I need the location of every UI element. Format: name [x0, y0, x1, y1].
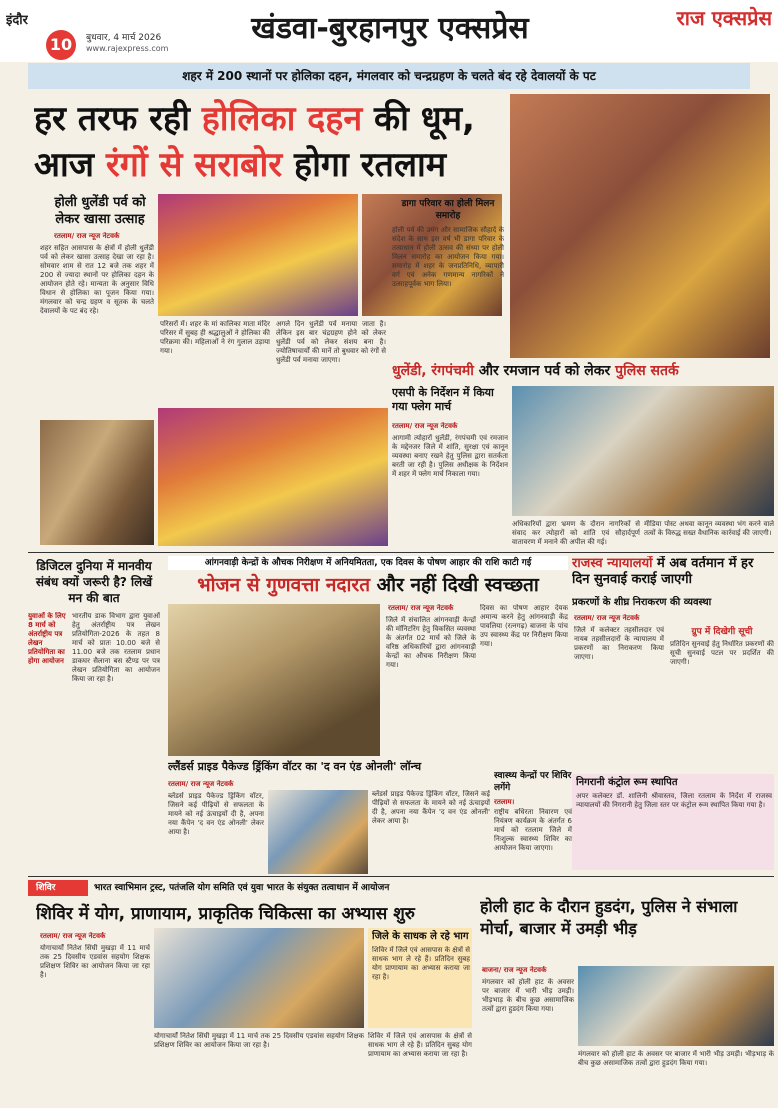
lead-headline-part2: की धूम, [362, 99, 475, 139]
court-subhead: प्रकरणों के शीघ्र निराकरण की व्यवस्था [572, 597, 712, 608]
police-headline [392, 362, 774, 380]
police-headline-red2: पुलिस सतर्क [615, 363, 679, 379]
lead-headline-part1: हर तरफ रही [34, 99, 202, 139]
masthead-title: खंडवा-बुरहानपुर एक्सप्रेस [251, 11, 529, 46]
police-headline-rest: और रमजान पर्व को लेकर [473, 363, 616, 379]
water-body: ब्लेंडर्स प्राइड पैकेज्ड ड्रिंकिंग वॉटर, जिसने कई पीढ़ियों से सफलता के मायने को नई ऊंचाइयों दी है, अपना नया कैंपेन 'द वन एंड ओनली' लेकर आया है। [168, 792, 264, 836]
police-body-col2: अधिकारियों द्वारा भ्रमण के दौरान नागरिकों से संवाद कर त्योहारों को शांति एवं सौहार्दपूर्ण वातावरण में मनाने की अपील की गई। [512, 520, 640, 546]
anganwadi-headline [168, 572, 568, 598]
police-body: आगामी त्योहारों धुलेंडी, रंगपंचमी एवं रमजान के मद्देनजर जिले में शांति, सुरक्षा एवं कानून व्यवस्था बनाए रखने हेतु पुलिस द्वारा सतर्कता बरती जा रही है। पुलिस अधीक्षक के निर्देशन में शहर में फ्लेग मार्च निकाला गया। [392, 434, 508, 478]
water-body-col2: ब्लेंडर्स प्राइड पैकेज्ड ड्रिंकिंग वॉटर, जिसने कई पीढ़ियों से सफलता के मायने को नई ऊंचाइयों दी है, अपना नया कैंपेन 'द वन एंड ओनली' लेकर आया है। [372, 790, 490, 825]
camp-box-body: शिविर में जिले एवं आसपास के क्षेत्रों से साधक भाग ले रहे हैं। प्रतिदिन सुबह योग प्राणायाम का अभ्यास कराया जा रहा है। [372, 946, 470, 981]
page-city: इंदौर [6, 13, 28, 28]
lead-body: शहर सहित आसपास के क्षेत्रों में होली धुलेंडी पर्व को लेकर खासा उत्साह देखा जा रहा है। सोमवार शाम से रात 12 बजे तक शहर में 200 से ज्यादा स्थानों पर होलिका दहन के आयोजन होते रहे। मान्यता के अनुसार विधि विधान से होलिका का पूजन किया गया। मंगलवार को चन्द्र ग्रहण व सूतक के चलते देवालयों के पट बंद रहे। [40, 244, 154, 315]
camp-body-col3: शिविर में जिले एवं आसपास के क्षेत्रों से साधक भाग ले रहे हैं। प्रतिदिन सुबह योग प्राणायाम का अभ्यास कराया जा रहा है। [368, 1032, 472, 1058]
anganwadi-headline-rest: और नहीं दिखी स्वच्छता [370, 574, 539, 596]
holi-photo-group [40, 420, 154, 545]
side-story-title: डागा परिवार का होली मिलन समारोह [401, 199, 495, 221]
haat-body: मंगलवार को होली हाट के अवसर पर बाजार में भारी भीड़ उमड़ी। भीड़भाड़ के बीच कुछ असामाजिक तत्वों द्वारा हुडदंग किया गया। [482, 978, 574, 1013]
brand-logo: राज एक्सप्रेस [676, 6, 772, 30]
police-byline: रतलाम/ राज न्यूज नेटवर्क [392, 422, 458, 430]
holika-dahan-photo [510, 94, 770, 358]
lead-headline-red2: रंगों से सराबोर [105, 145, 283, 185]
lead-headline-part4: होगा रतलाम [282, 145, 447, 185]
water-bottle-photo [268, 790, 368, 874]
court-headline [572, 556, 774, 588]
anganwadi-photo [168, 604, 380, 756]
top-strap: शहर में 200 स्थानों पर होलिका दहन, मंगलवार को चन्द्रग्रहण के चलते बंद रहे देवालयों के पट [28, 63, 750, 89]
court-byline: रतलाम/ राज न्यूज नेटवर्क [574, 614, 640, 622]
lead-body-col2: परिसरों में। शहर के मां कालिका माता मंदिर परिसर में सुबह ही श्रद्धालुओं ने होलिका की परिक्रमा की। महिलाओं ने रंग गुलाल उड़ाया गया। [160, 320, 270, 355]
flag-march-photo [512, 386, 774, 516]
court-headline-red: राजस्व न्यायालयों [572, 556, 653, 571]
police-headline-red: धुलेंडी, रंगपंचमी [392, 363, 474, 379]
side-story-body: होली पर्व की उमंग और सामाजिक सौहार्द के संदेश के साथ इस वर्ष भी डागा परिवार के तत्वाधान में होली उत्सव की संध्या पर होली मिलन समारोह का आयोजन किया गया। समारोह में शहर के जनप्रतिनिधि, व्यापारी वर्ग एवं अनेक गणमान्य नागरिकों ने उत्साहपूर्वक भाग लिया। [392, 226, 504, 288]
camp-tag: शिविर [28, 880, 88, 896]
lead-headline [34, 96, 514, 188]
section-divider-2 [28, 876, 774, 877]
lead-headline-red1: होलिका दहन [201, 99, 363, 139]
issue-date: बुधवार, 4 मार्च 2026 [86, 33, 162, 43]
camp-body: योगाचार्यों नितेश सिंघी मुखड़ा में 11 मार्च तक 25 दिवसीय एडवांस सहयोग शिक्षक प्रशिक्षण शिविर का आयोजन किया जा रहा है। [40, 944, 150, 979]
haat-headline: होली हाट के दौरान हुडदंग, पुलिस ने संभाला मोर्चा, बाजार में उमड़ी भीड़ [480, 897, 738, 938]
court-box-body: प्रतिदिन सुनवाई हेतु निर्धारित प्रकरणों की सूची सुनवाई पटल पर प्रदर्शित की जाएगी। [670, 640, 774, 666]
court-box-title: ग्रुप में दिखेगी सूची [691, 627, 753, 637]
anganwadi-body: जिले में संचालित आंगनवाड़ी केन्द्रों की मॉनिटरिंग हेतु विकसित व्यवस्था के अंतर्गत 02 मार्च को जिले के वरिष्ठ अधिकारियों द्वारा आंगनवाड़ी केन्द्रों का औचक निरीक्षण किया गया। [386, 616, 476, 669]
digital-body: भारतीय डाक विभाग द्वारा युवाओं हेतु अंतर्राष्ट्रीय पत्र लेखन प्रतियोगिता-2026 के तहत 8 मार्च को प्रातः 10.00 बजे से 11.00 बजे तक रतलाम प्रधान डाकघर सैलाना बस स्टैण्ड पर पत्र लेखन प्रतियोगिता का आयोजन किया जा रहा है। [72, 612, 160, 683]
monitor-headline: निगरानी कंट्रोल रूम स्थापित [576, 777, 678, 788]
section-divider [28, 552, 774, 553]
anganwadi-headline-red: भोजन से गुणवत्ता नदारत [197, 574, 371, 596]
camp-byline: रतलाम/ राज न्यूज नेटवर्क [40, 932, 106, 940]
lead-body-col3: अगले दिन धुलेंडी पर्व मनाया जाता है। लेकिन इस बार चंद्रग्रहण होने को लेकर धुलेंडी पर्व को लेकर संशय बना है। ज्योतिषाचार्यों की मानें तो बुधवार को रंगों से धुलेंडी पर्व मनाया जाएगा। [276, 320, 386, 364]
anganwadi-body-col2: दिवस का पोषण आहार देयक अमान्य करने हेतु आंगनवाड़ी केंद्र पावलिया (रत्नगढ़) बाजना के पांच उप स्वास्थ्य केंद्र पर निरीक्षण किया गया। [480, 604, 568, 648]
digital-side-note: युवाओं के लिए 8 मार्च को अंतर्राष्ट्रीय पत्र लेखन प्रतियोगिता का होगा आयोजन [28, 612, 66, 665]
camp-box-title: जिले के साधक ले रहे भाग [372, 931, 469, 942]
lead-subhead: होली धुलेंडी पर्व को लेकर खासा उत्साह [54, 195, 146, 227]
court-headline-rest: में अब वर्तमान में हर दिन सुनवाई कराई जाएगी [572, 556, 754, 587]
website-link[interactable]: www.rajexpress.com [86, 44, 169, 53]
page-number: 10 [46, 30, 76, 60]
lead-byline: रतलाम/ राज न्यूज नेटवर्क [54, 232, 120, 240]
monitor-body: अपर कलेक्टर डॉ. शालिनी श्रीवास्तव, जिला रतलाम के निर्देश में राजस्व न्यायालयों की निगरानी हेतु जिला स्तर पर कंट्रोल रूम स्थापित किया गया है। [576, 792, 772, 809]
camp-headline: शिविर में योग, प्राणायाम, प्राकृतिक चिकित्सा का अभ्यास शुरु [36, 904, 415, 924]
lead-headline-part3: आज [34, 145, 106, 185]
camp-body-col2: योगाचार्यों नितेश सिंघी मुखड़ा में 11 मार्च तक 25 दिवसीय एडवांस सहयोग शिक्षक प्रशिक्षण शिविर का आयोजन किया जा रहा है। [154, 1032, 364, 1049]
digital-headline: डिजिटल दुनिया में मानवीय संबंध क्यों जरूरी है? लिखें मन की बात [35, 559, 153, 605]
haat-byline: बाजना/ राज न्यूज नेटवर्क [482, 966, 547, 974]
water-byline: रतलाम/ राज न्यूज नेटवर्क [168, 780, 234, 788]
court-body: जिले में कलेक्टर तहसीलदार एवं नायब तहसीलदारों के न्यायालय में प्रकरणों का निराकरण किया जाएगा। [574, 626, 664, 661]
camp-strap: भारत स्वाभिमान ट्रस्ट, पतंजलि योग समिति एवं युवा भारत के संयुक्त तत्वाधान में आयोजन [94, 883, 390, 893]
yoga-photo [154, 928, 364, 1028]
anganwadi-strap: आंगनवाड़ी केन्द्रों के औचक निरीक्षण में अनियमितता, एक दिवस के पोषण आहार की राशि काटी गई [168, 556, 568, 570]
police-subhead: एसपी के निर्देशन में किया गया फ्लेग मार्च [392, 386, 494, 413]
health-headline: स्वास्थ्य केन्द्रों पर शिविर लगेंगे [494, 771, 572, 793]
water-headline: ल्लैंडर्स प्राइड पैकेज्ड ड्रिंकिंग वॉटर का 'द वन एंड ओनली' लॉन्च [168, 760, 422, 773]
health-body: राष्ट्रीय बधिरता निवारण एवं नियंत्रण कार्यक्रम के अंतर्गत 6 मार्च को रतलाम जिले में निःशुल्क स्वास्थ्य शिविर का आयोजन किया जाएगा। [494, 808, 572, 852]
haat-body-col2: मंगलवार को होली हाट के अवसर पर बाजार में भारी भीड़ उमड़ी। भीड़भाड़ के बीच कुछ असामाजिक तत्वों द्वारा हुडदंग किया गया। [578, 1050, 774, 1067]
police-body-col3: मीडिया पोस्ट अथवा कानून व्यवस्था भंग करने वाले तत्वों के विरुद्ध सख्त वैधानिक कार्रवाई की जाएगी। [644, 520, 774, 537]
health-byline: रतलाम। [494, 798, 515, 806]
holi-photo-women [158, 194, 358, 316]
haat-photo [578, 966, 774, 1046]
anganwadi-byline: रतलाम/ राज न्यूज नेटवर्क [388, 604, 454, 612]
holi-photo-crowd [158, 408, 388, 546]
